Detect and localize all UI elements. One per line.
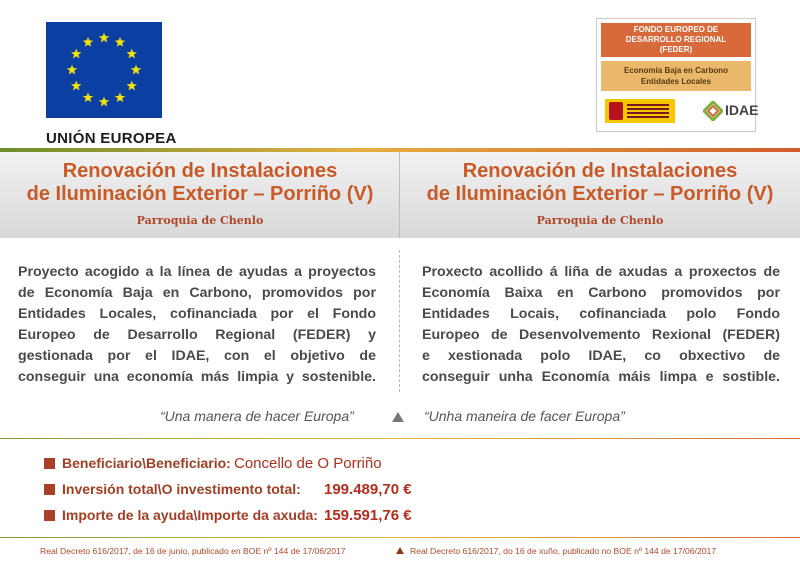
eu-star-icon [99, 33, 109, 43]
investment-label: Inversión total\O investimento total: [62, 481, 301, 497]
eu-star-icon [126, 81, 136, 91]
desc-gl-line: Economía Baixa en Carbono promovidos por [422, 285, 780, 301]
feder-fund-name [601, 23, 751, 57]
idae-label: IDAE [725, 102, 759, 118]
feder-logo [596, 18, 759, 132]
footer-triangle-icon [396, 547, 404, 554]
desc-gl-line: conseguir unha Economía máis limpa e sostible. [422, 369, 780, 385]
desc-gl-line: Proxecto acollido á liña de axudas a proxectos de [422, 264, 780, 280]
gobierno-de-espana-logo-icon [605, 99, 675, 123]
title-galician [400, 160, 800, 206]
program-line1: Economía Baja en Carbono [623, 66, 729, 75]
triangle-separator-icon [392, 412, 404, 422]
eu-flag-icon [46, 22, 162, 118]
motto-spanish: “Una manera de hacer Europa” [160, 408, 354, 424]
desc-es-line: Europeo de Desarrollo Regional (FEDER) y [18, 327, 376, 343]
desc-gl-line: Europeo de Desenvolvemento Rexional (FEDER) [422, 327, 780, 343]
eu-star-icon [126, 49, 136, 59]
eu-star-icon [67, 65, 77, 75]
feder-line1: FONDO EUROPEO DE [633, 25, 719, 34]
program-line2: Entidades Locales [640, 77, 712, 86]
info-separator-line [0, 438, 800, 439]
desc-es-line: Proyecto acogido a la línea de ayudas a proyectos [18, 264, 376, 280]
feder-program [601, 61, 751, 91]
title-es-line2: de Iluminación Exterior – Porriño (V) [26, 183, 374, 205]
description-spanish [18, 262, 376, 388]
feder-line3: (FEDER) [659, 45, 693, 54]
title-spanish [0, 160, 400, 206]
subtitle-spanish: Parroquia de Chenlo [136, 214, 264, 227]
title-gl-line1: Renovación de Instalaciones [462, 160, 738, 182]
eu-name: UNIÓN EUROPEA [46, 130, 177, 147]
desc-es-line: conseguir una economía más limpia y sostenible. [18, 369, 376, 385]
title-es-line1: Renovación de Instalaciones [62, 160, 338, 182]
desc-es-line: gestionada por el IDAE, con el objetivo de [18, 348, 376, 364]
idae-logo-icon [703, 101, 723, 121]
title-gl-line2: de Iluminación Exterior – Porriño (V) [426, 183, 774, 205]
footer-separator-line [0, 537, 800, 538]
desc-es-line: de Economía Baja en Carbono, promovidos por [18, 285, 376, 301]
desc-es-line: Entidades Locales, cofinanciada por el Fondo [18, 306, 376, 322]
desc-gl-line: e xestionada polo IDAE, co obxectivo de [422, 348, 780, 364]
eu-star-icon [115, 37, 125, 47]
footer-galician: Real Decreto 616/2017, do 16 de xuño, publicado no BOE nº 144 de 17/06/2017 [410, 546, 717, 556]
eu-star-icon [71, 81, 81, 91]
column-divider [399, 250, 400, 392]
ministry-text-lines [627, 104, 669, 106]
coat-of-arms-icon [609, 102, 623, 120]
investment-row [44, 480, 464, 500]
eu-star-icon [83, 92, 93, 102]
eu-star-icon [83, 37, 93, 47]
beneficiary-row [44, 454, 464, 474]
description-galician [422, 262, 780, 388]
square-bullet-icon [44, 458, 55, 469]
aid-value: 159.591,76 € [324, 507, 412, 524]
aid-label: Importe de la ayuda\Importe da axuda: [62, 507, 318, 523]
square-bullet-icon [44, 484, 55, 495]
eu-star-icon [71, 49, 81, 59]
desc-gl-line: Entidades Locais, cofinanciada polo Fondo [422, 306, 780, 322]
beneficiary-label: Beneficiario\Beneficiario: [62, 455, 231, 471]
investment-value: 199.489,70 € [324, 481, 412, 498]
eu-star-icon [131, 65, 141, 75]
eu-star-icon [115, 92, 125, 102]
eu-star-icon [99, 97, 109, 107]
footer-spanish: Real Decreto 616/2017, de 16 de junio, publicado en BOE nº 144 de 17/06/2017 [40, 546, 346, 556]
sponsor-logos [601, 95, 759, 129]
feder-line2: DESARROLLO REGIONAL [625, 35, 727, 44]
aid-row [44, 506, 464, 526]
motto-galician: “Unha maneira de facer Europa” [424, 408, 625, 424]
eu-stars [46, 22, 162, 118]
square-bullet-icon [44, 510, 55, 521]
beneficiary-value: Concello de O Porriño [234, 455, 382, 472]
subtitle-galician: Parroquia de Chenlo [536, 214, 664, 227]
